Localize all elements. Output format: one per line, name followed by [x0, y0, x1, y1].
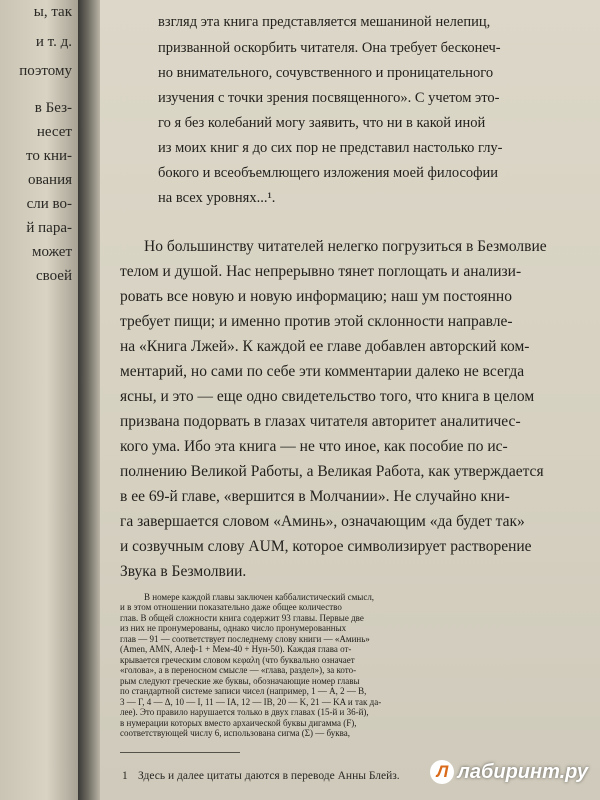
left-page-line: ы, так — [33, 4, 72, 20]
footnote-rule — [120, 752, 240, 753]
labirint-logo-icon: Л — [430, 760, 454, 784]
book-page — [100, 0, 600, 800]
labirint-watermark — [430, 760, 588, 784]
body-line: ясны, и это — еще одно свидетельство того, что книга в целом — [120, 388, 535, 405]
left-page-line: поэтому — [19, 63, 72, 79]
left-page-line: в Без- — [34, 100, 72, 116]
quote-line: призванной оскорбить читателя. Она требует бесконеч- — [158, 40, 501, 56]
footnote — [122, 770, 400, 782]
body-line: крывается греческим словом κεφαλη (что буквально означает — [120, 654, 355, 665]
left-page-line: сли во- — [26, 196, 72, 212]
body-line: призвана подорвать в глазах читателя авторитет аналитичес- — [120, 413, 521, 430]
quote-line: на всех уровнях...¹. — [158, 190, 276, 206]
body-line: Звука в Безмолвии. — [120, 563, 247, 580]
body-line: на «Книга Лжей». К каждой ее главе добавлен авторский ком- — [120, 338, 530, 355]
footnote-text: Здесь и далее цитаты даются в переводе Анны Блейз. — [138, 770, 400, 782]
body-line: глав — 91 — соответствует последнему слову книги — «Аминь» — [120, 633, 370, 644]
left-page-line: своей — [35, 268, 72, 284]
body-line: соответствующей числу 6, использована сигма (Σ) — буква, — [120, 728, 350, 738]
footnote-number: 1 — [122, 770, 128, 782]
left-page-line: ования — [28, 172, 72, 188]
body-line: га завершается словом «Аминь», означающим «да будет так» — [120, 513, 525, 530]
body-line: полнению Великой Работы, а Великая Работа, как утверждается — [120, 463, 544, 480]
body-line: в ее 69-й главе, «вершится в Молчании». Не случайно кни- — [120, 488, 510, 505]
quote-line: изучения с точки зрения посвященного». С учетом это- — [158, 90, 500, 106]
body-line: и созвучным слову AUM, которое символизирует растворение — [120, 538, 532, 555]
body-line: из них не пронумерованы, однако число пронумерованных — [120, 623, 347, 634]
left-page-line: может — [32, 244, 72, 260]
body-line: 3 — Г, 4 — Δ, 10 — I, 11 — IA, 12 — IB, 20 — K, 21 — KA и так да- — [120, 696, 382, 707]
body-line: В номере каждой главы заключен каббалистический смысл, — [144, 592, 375, 602]
quote-line: из моих книг я до сих пор не представил настолько глу- — [158, 140, 503, 156]
left-page-line: й пара- — [26, 220, 72, 236]
body-line: ментарий, но сами по себе эти комментарии далеко не всегда — [120, 363, 525, 380]
body-line: кого ума. Ибо эта книга — не что иное, как пособие по ис- — [120, 438, 508, 455]
quote-line: взгляд эта книга представляется мешаниной нелепиц, — [158, 14, 491, 30]
body-line: глав. В общей сложности книга содержит 93 главы. Первые две — [120, 612, 364, 623]
body-line: Но большинству читателей нелегко погрузиться в Безмолвие — [144, 238, 547, 255]
left-page-line: несет — [36, 124, 72, 140]
body-line: «голова», а в переносном смысле — «глава, раздел»), за кото- — [120, 665, 357, 676]
body-line: и в этом отношении показательно даже общее количество — [120, 602, 342, 613]
previous-page-edge — [0, 0, 78, 800]
body-line: телом и душой. Нас непрерывно тянет поглощать и анализи- — [120, 263, 522, 280]
body-line: (Amen, AMN, Алеф-1 + Мем-40 + Нун-50). Каждая глава от- — [120, 644, 352, 655]
quote-line: но внимательного, сочувственного и проницательного — [158, 65, 494, 81]
book-gutter — [78, 0, 100, 800]
body-line: по стандартной системе записи чисел (например, 1 — А, 2 — В, — [120, 686, 367, 697]
body-line: лее). Это правило нарушается только в двух главах (15-й и 36-й), — [120, 707, 369, 718]
watermark-text: лабиринт.ру — [457, 760, 588, 783]
quote-line: го я без колебаний могу заявить, что ни в какой иной — [158, 115, 486, 131]
body-line: рым следуют греческие же буквы, обозначающие номер главы — [120, 675, 360, 686]
body-line: ровать все новую и новую информацию; наш ум постоянно — [120, 288, 512, 305]
left-page-line: и т. д. — [35, 34, 72, 50]
left-page-line: то кни- — [26, 148, 72, 164]
quote-line: бокого и всеобъемлющего изложения моей философии — [158, 165, 499, 181]
body-line: в нумерации которых вместо архаической буквы дигамма (F), — [120, 717, 357, 728]
body-line: требует пищи; и именно против этой склонности направле- — [120, 313, 513, 330]
